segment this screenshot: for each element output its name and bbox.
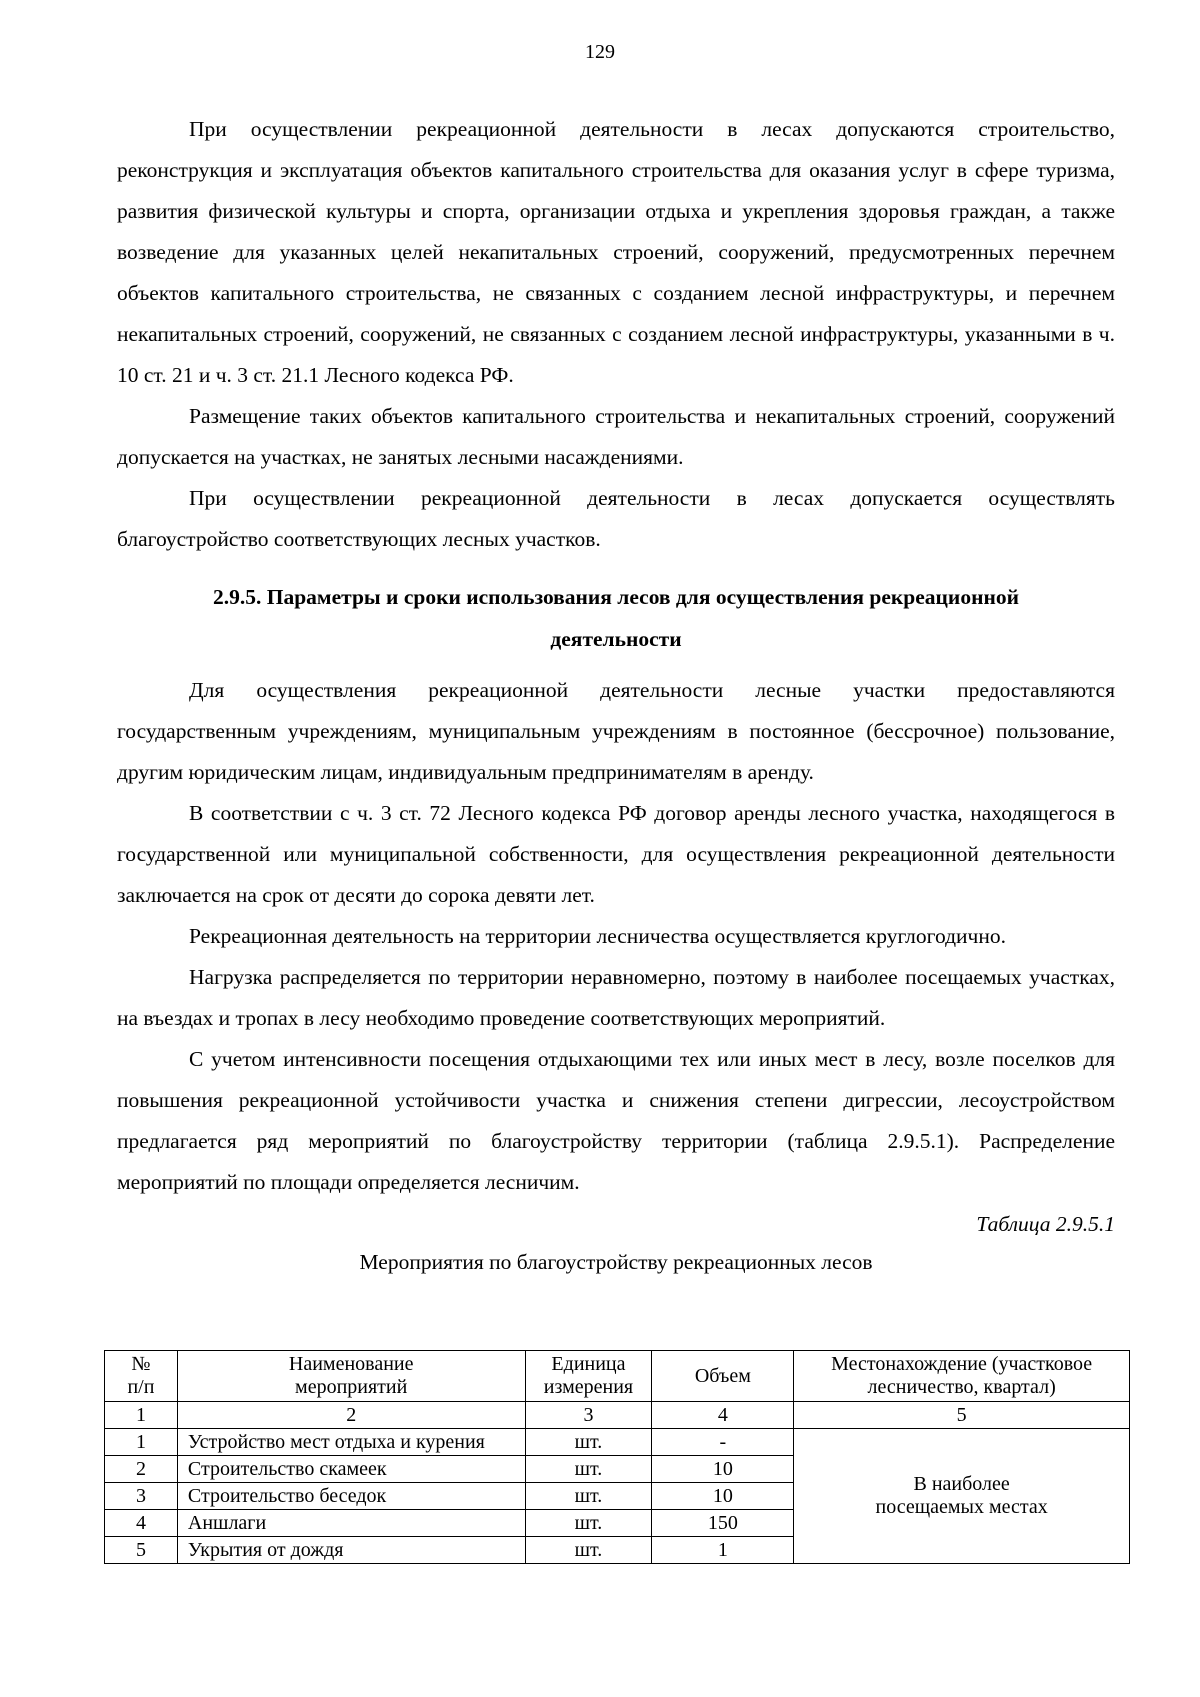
row-name: Строительство скамеек bbox=[177, 1456, 525, 1483]
row-volume: - bbox=[652, 1429, 794, 1456]
column-number: 3 bbox=[525, 1402, 652, 1429]
row-unit: шт. bbox=[525, 1429, 652, 1456]
paragraph: При осуществлении рекреационной деятельности в лесах допускаются строительство, реконструкция и эксплуатация объектов капитального строительства для оказания услуг в сфере туризма, развития физической культуры и спорта, организации отдыха и укрепления здоровья граждан, а также возведение для указанных целей некапитальных строений, сооружений, предусмотренных перечнем объектов капитального строительства, не связанных с созданием лесной инфраструктуры, и перечнем некапитальных строений, сооружений, не связанных с созданием лесной инфраструктуры, указанными в ч. 10 ст. 21 и ч. 3 ст. 21.1 Лесного кодекса РФ. bbox=[117, 117, 1115, 387]
header-unit-line1: Единица bbox=[551, 1353, 626, 1375]
row-volume: 10 bbox=[652, 1483, 794, 1510]
row-volume: 10 bbox=[652, 1456, 794, 1483]
row-volume: 1 bbox=[652, 1537, 794, 1564]
table-reference: Таблица 2.9.5.1 bbox=[976, 1212, 1115, 1236]
table-header-row bbox=[105, 1351, 1130, 1402]
row-number: 5 bbox=[105, 1537, 178, 1564]
row-number: 4 bbox=[105, 1510, 178, 1537]
paragraph: В соответствии с ч. 3 ст. 72 Лесного кодекса РФ договор аренды лесного участка, находящегося в государственной или муниципальной собственности, для осуществления рекреационной деятельности заключается на срок от десяти до сорока девяти лет. bbox=[117, 801, 1115, 907]
header-number-line1: № bbox=[131, 1353, 151, 1375]
paragraph: Для осуществления рекреационной деятельности лесные участки предоставляются государственным учреждениям, муниципальным учреждениям в постоянное (бессрочное) пользование, другим юридическим лицам, индивидуальным предпринимателям в аренду. bbox=[117, 678, 1115, 784]
table-title: Мероприятия по благоустройству рекреационных лесов bbox=[359, 1250, 873, 1274]
header-location-line1: Местонахождение (участковое bbox=[831, 1353, 1093, 1375]
row-volume: 150 bbox=[652, 1510, 794, 1537]
row-name: Аншлаги bbox=[177, 1510, 525, 1537]
header-name-line1: Наименование bbox=[288, 1353, 414, 1375]
paragraph: Рекреационная деятельность на территории лесничества осуществляется круглогодично. bbox=[189, 924, 1006, 948]
location-line2: посещаемых местах bbox=[875, 1496, 1048, 1518]
header-number-line2: п/п bbox=[127, 1376, 155, 1398]
column-number: 2 bbox=[177, 1402, 525, 1429]
row-number: 3 bbox=[105, 1483, 178, 1510]
row-unit: шт. bbox=[525, 1483, 652, 1510]
column-number: 1 bbox=[105, 1402, 178, 1429]
header-unit bbox=[525, 1351, 652, 1402]
paragraph: Нагрузка распределяется по территории неравномерно, поэтому в наиболее посещаемых участках, на въездах и тропах в лесу необходимо проведение соответствующих мероприятий. bbox=[117, 965, 1115, 1030]
row-name: Укрытия от дождя bbox=[177, 1537, 525, 1564]
row-number: 2 bbox=[105, 1456, 178, 1483]
row-name: Строительство беседок bbox=[177, 1483, 525, 1510]
row-unit: шт. bbox=[525, 1510, 652, 1537]
header-location bbox=[794, 1351, 1130, 1402]
column-number: 4 bbox=[652, 1402, 794, 1429]
table-row bbox=[105, 1429, 1130, 1456]
paragraph: С учетом интенсивности посещения отдыхающими тех или иных мест в лесу, возле поселков для повышения рекреационной устойчивости участка и снижения степени дигрессии, лесоустройством предлагается ряд мероприятий по благоустройству территории (таблица 2.9.5.1). Распределение мероприятий по площади определяется лесничим. bbox=[117, 1047, 1115, 1194]
paragraph: Размещение таких объектов капитального строительства и некапитальных строений, сооружений допускается на участках, не занятых лесными насаждениями. bbox=[117, 404, 1115, 469]
column-number-row bbox=[105, 1402, 1130, 1429]
header-name bbox=[177, 1351, 525, 1402]
document-body bbox=[117, 109, 1115, 1284]
page-number: 129 bbox=[585, 41, 615, 63]
column-number: 5 bbox=[794, 1402, 1130, 1429]
row-unit: шт. bbox=[525, 1537, 652, 1564]
row-name: Устройство мест отдыха и курения bbox=[177, 1429, 525, 1456]
section-heading: 2.9.5. Параметры и сроки использования лесов для осуществления рекреационной деятельности bbox=[213, 585, 1019, 651]
paragraph: При осуществлении рекреационной деятельности в лесах допускается осуществлять благоустройство соответствующих лесных участков. bbox=[117, 486, 1115, 551]
header-location-line2: лесничество, квартал) bbox=[867, 1376, 1056, 1398]
header-name-line2: мероприятий bbox=[295, 1376, 408, 1398]
location-line1: В наиболее bbox=[913, 1473, 1010, 1495]
header-volume: Объем bbox=[652, 1351, 794, 1402]
row-location bbox=[794, 1429, 1130, 1564]
measures-table bbox=[104, 1350, 1130, 1564]
row-number: 1 bbox=[105, 1429, 178, 1456]
row-unit: шт. bbox=[525, 1456, 652, 1483]
header-unit-line2: измерения bbox=[543, 1376, 634, 1398]
header-number bbox=[105, 1351, 178, 1402]
